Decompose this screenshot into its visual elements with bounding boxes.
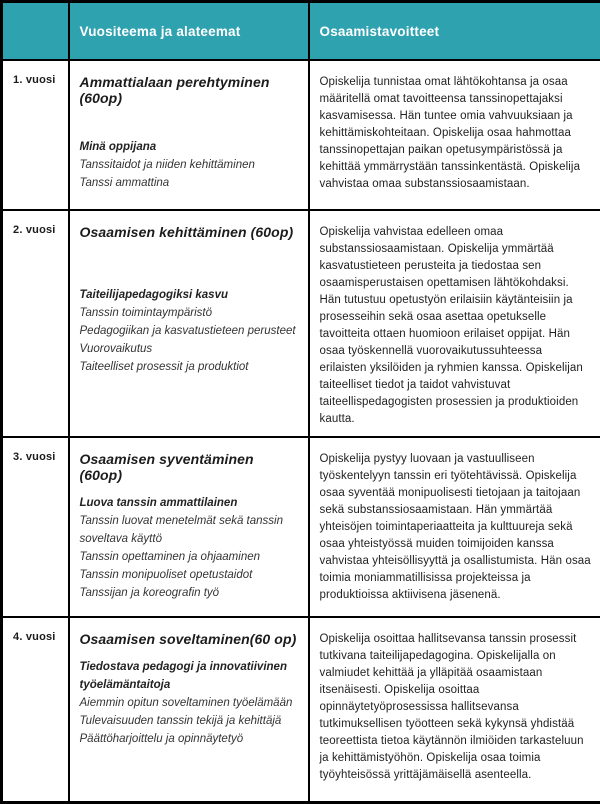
header-cell-themes: Vuositeema ja alateemat — [69, 2, 309, 61]
table-header-row — [2, 2, 600, 61]
table-row-year-1 — [2, 60, 600, 210]
table-row-year-3 — [2, 437, 600, 617]
year-cell — [2, 617, 69, 802]
spacer — [80, 106, 299, 138]
year-label: 1. vuosi — [13, 74, 59, 86]
subtheme-item: Tanssin luovat menetelmät sekä tanssin soveltava käyttö — [80, 512, 299, 548]
objectives-cell — [309, 617, 600, 802]
year-label: 4. vuosi — [13, 631, 59, 643]
subtheme-item: Taiteelliset prosessit ja produktiot — [80, 358, 299, 376]
theme-title: Ammattialaan perehtyminen (60op) — [80, 74, 299, 106]
year-label: 3. vuosi — [13, 451, 59, 463]
year-cell — [2, 60, 69, 210]
subtheme-item: Tulevaisuuden tanssin tekijä ja kehittäjä — [80, 712, 299, 730]
themes-cell — [69, 617, 309, 802]
subtheme-title: Tiedostava pedagogi ja innovatiivinen työelämäntaitoja — [80, 658, 299, 694]
subtheme-title: Minä oppijana — [80, 138, 299, 156]
subtheme-item: Tanssijan ja koreografin työ — [80, 584, 299, 602]
subtheme-item: Tanssitaidot ja niiden kehittäminen — [80, 156, 299, 174]
subtheme-item: Päättöharjoittelu ja opinnäytetyö — [80, 730, 299, 748]
subtheme-item: Tanssi ammattina — [80, 174, 299, 192]
theme-title: Osaamisen syventäminen (60op) — [80, 451, 299, 483]
subtheme-title: Taiteilijapedagogiksi kasvu — [80, 286, 299, 304]
subtheme-item: Tanssin monipuoliset opetustaidot — [80, 566, 299, 584]
year-label: 2. vuosi — [13, 224, 59, 236]
header-cell-year — [2, 2, 69, 61]
subtheme-item: Vuorovaikutus — [80, 340, 299, 358]
subtheme-title: Luova tanssin ammattilainen — [80, 494, 299, 512]
spacer — [80, 647, 299, 658]
theme-title: Osaamisen kehittäminen (60op) — [80, 224, 299, 240]
objectives-text: Opiskelija pystyy luovaan ja vastuulliseen työskentelyyn tanssin eri työtehtävissä. Opiskelija osaa syventää monipuolisesti tietojaan ja taitojaan sekä substanssiosaamistaan. Hän ymmärtää yhteisöjen toimintaperiaatteita ja kulttuureja sekä osaa yhteistyössä muiden toimijoiden kanssa vahvistaa yhteisöllisyyttä ja osallistumista. Hän osaa toimia moniammatillisissa projekteissa ja produktioissa aktiivisena jäsenenä. — [320, 451, 592, 604]
subtheme-item: Pedagogiikan ja kasvatustieteen perusteet — [80, 322, 299, 340]
objectives-cell — [309, 60, 600, 210]
objectives-text: Opiskelija vahvistaa edelleen omaa substanssiosaamistaan. Opiskelija ymmärtää kasvatustieteen perusteita ja tiedostaa sen osaamisperustaisen opettamisen lähtökohdaksi. Hän tutustuu opetustyön erilaisiin käytänteisiin ja prosesseihin sekä osaa asettaa opetukselle tavoitteita ottaen huomioon erilaiset oppijat. Hän osaa työskennellä vuorovaikutussuhteessa erilaisten yksilöiden ja ryhmien kanssa. Opiskelijan taiteelliset tiedot ja taidot vahvistuvat taiteellispedagogisten prosessien ja produktioiden kautta. — [320, 224, 592, 428]
objectives-text: Opiskelija osoittaa hallitsevansa tanssin prosessit tutkivana taiteilijapedagogina. Opiskelijalla on valmiudet kehittää ja ylläpitää osaamistaan itsenäisesti. Opiskelija osoittaa opinnäytetyöprosessissa hallitsevansa tutkimuksellisen työotteen sekä kykynsä yhdistää teoreettista tietoa käytännön ilmiöiden tarkasteluun ja kehittämistyöhön. Opiskelija osaa toimia työyhteisössä yrittäjämäisellä asenteella. — [320, 631, 592, 784]
objectives-cell — [309, 210, 600, 437]
themes-cell — [69, 210, 309, 437]
spacer — [80, 240, 299, 286]
year-cell — [2, 210, 69, 437]
objectives-text: Opiskelija tunnistaa omat lähtökohtansa ja osaa määritellä omat tavoitteensa tanssinopettajaksi kasvamisessa. Hän tuntee omia vahvuuksiaan ja kehittämiskohteitaan. Opiskelija osaa hahmottaa tanssinopettajan paikan opetusympäristössä ja kehittää ymmärrystään tanssinkentästä. Opiskelija vahvistaa omaa substanssiosaamistaan. — [320, 74, 592, 193]
year-cell — [2, 437, 69, 617]
spacer — [80, 483, 299, 494]
table-row-year-2 — [2, 210, 600, 437]
themes-cell — [69, 60, 309, 210]
subtheme-item: Aiemmin opitun soveltaminen työelämään — [80, 694, 299, 712]
themes-cell — [69, 437, 309, 617]
objectives-cell — [309, 437, 600, 617]
subtheme-item: Tanssin toimintaympäristö — [80, 304, 299, 322]
header-cell-objectives: Osaamistavoitteet — [309, 2, 600, 61]
subtheme-item: Tanssin opettaminen ja ohjaaminen — [80, 548, 299, 566]
theme-title: Osaamisen soveltaminen(60 op) — [80, 631, 299, 647]
table-row-year-4 — [2, 617, 600, 802]
